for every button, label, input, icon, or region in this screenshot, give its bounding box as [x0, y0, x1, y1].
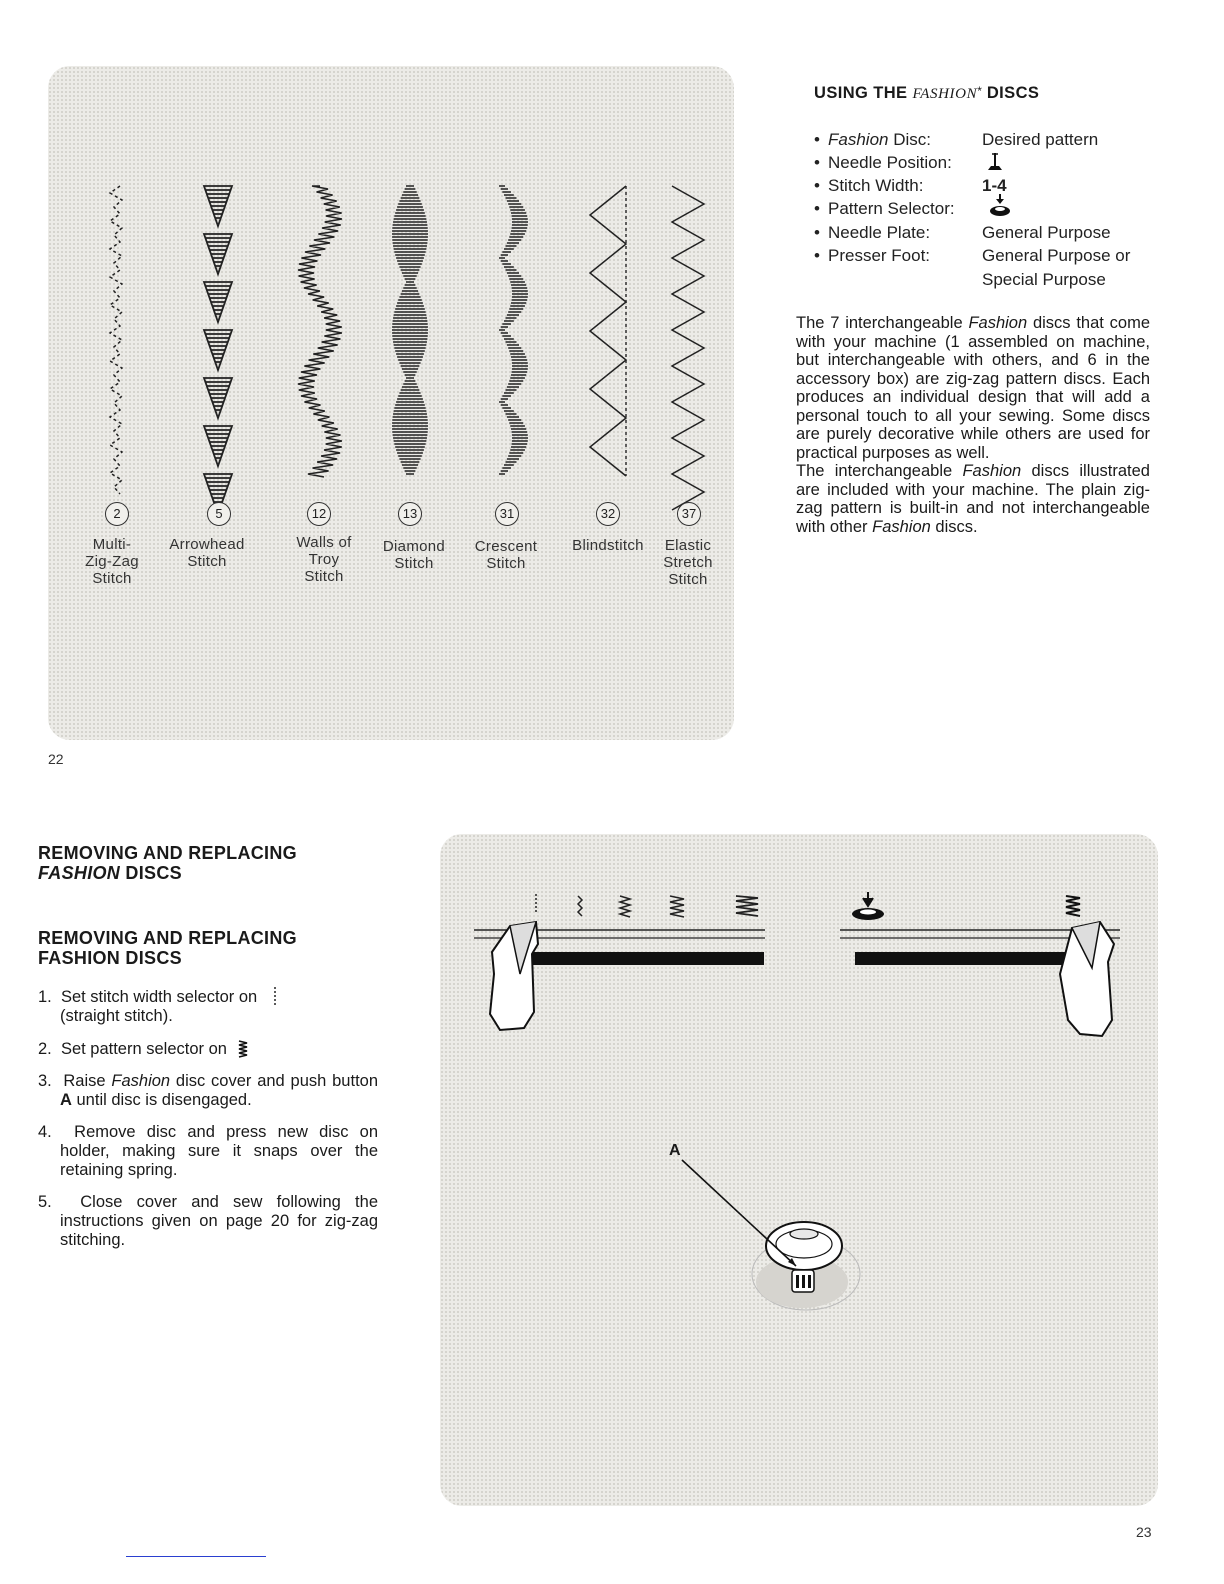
stitch-number-12: 12: [307, 502, 331, 526]
stitch-samples-panel: [48, 66, 734, 740]
stitch-label-multi-zigzag: Multi- Zig-Zag Stitch: [85, 536, 139, 587]
disc-removal-illustration: [440, 834, 1158, 1506]
page-number-left: 22: [48, 751, 64, 767]
stitch-label-diamond: Diamond Stitch: [382, 538, 446, 572]
spec-label-stitch-width: Stitch Width:: [828, 176, 924, 195]
stitch-pattern-walls: [298, 186, 342, 477]
spec-value-stitch-width: 1-4: [982, 176, 1007, 195]
stitch-number-2: 2: [105, 502, 129, 526]
spec-value-presser-foot: General Purpose or: [982, 246, 1131, 265]
footer-rule: [126, 1556, 266, 1557]
spec-bullet: •: [814, 223, 820, 242]
spec-bullet: •: [814, 130, 820, 149]
page-number-right: 23: [1136, 1524, 1152, 1540]
straight-stitch-icon: [270, 986, 280, 1006]
machine-drawing: [440, 834, 1158, 1506]
pattern-icon: [236, 1039, 250, 1059]
spec-label-pattern-selector: Pattern Selector:: [828, 199, 955, 218]
stitch-label-crescent: Crescent Stitch: [474, 538, 538, 572]
step-1: 1. Set stitch width selector on (straight stitch).: [38, 986, 378, 1026]
spec-label-needle-position: Needle Position:: [828, 153, 952, 172]
step-4: 4. Remove disc and press new disc on holder, making sure it snaps over the retaining spring.: [38, 1123, 378, 1179]
needle-position-icon: [986, 151, 1004, 173]
stitch-number-5: 5: [207, 502, 231, 526]
stitch-pattern-arrowhead: [204, 186, 232, 514]
intro-para-1: The 7 interchangeable Fashion discs that come with your machine (1 assembled on machine, but interchangeable with others, and 6 in the accessory box) are zig-zag pattern discs. Each produces an individual design that will add a personal touch to all your sewing. Some discs are purely decorative while others are used for practical purposes as well.: [796, 314, 1150, 462]
stitch-pattern-elastic: [672, 186, 704, 510]
spec-bullet: •: [814, 199, 820, 218]
spec-value-needle-plate: General Purpose: [982, 223, 1111, 242]
stitch-number-37: 37: [677, 502, 701, 526]
pattern-selector-graphic: [840, 892, 1120, 1036]
callout-label-a: A: [669, 1142, 681, 1159]
removing-title-1: REMOVING AND REPLACING FASHION DISCS: [38, 843, 297, 883]
stitch-number-31: 31: [495, 502, 519, 526]
stitch-number-32: 32: [596, 502, 620, 526]
spec-label-needle-plate: Needle Plate:: [828, 223, 931, 242]
stitch-pattern-multi-zigzag: [110, 186, 122, 494]
spec-value-presser-foot-2: Special Purpose: [982, 270, 1106, 289]
spec-bullet: •: [814, 246, 820, 265]
stitch-pattern-crescent: [499, 186, 528, 474]
fashion-disc-graphic: [682, 1160, 860, 1310]
stitch-pattern-blind: [590, 186, 626, 476]
using-heading-brand: FASHION: [912, 86, 978, 102]
intro-paragraph: [796, 314, 1150, 536]
spec-bullet: •: [814, 176, 820, 195]
using-heading: [814, 84, 1039, 103]
stitch-width-selector-graphic: [474, 894, 765, 1030]
spec-label-presser-foot: Presser Foot:: [828, 246, 931, 265]
stitch-patterns-illustration: [48, 66, 734, 740]
using-heading-suffix: DISCS: [981, 84, 1040, 102]
stitch-pattern-diamond: [392, 186, 428, 474]
spec-bullet: •: [814, 153, 820, 172]
stitch-label-elastic-stretch: Elastic Stretch Stitch: [663, 537, 713, 588]
spec-label-fashion-disc: Fashion Disc:: [828, 130, 931, 149]
stitch-number-13: 13: [398, 502, 422, 526]
spec-value-fashion-disc: Desired pattern: [982, 130, 1099, 149]
step-5: 5. Close cover and sew following the instructions given on page 20 for zig-zag stitching.: [38, 1193, 378, 1249]
step-2: 2. Set pattern selector on: [38, 1039, 378, 1059]
stitch-label-blindstitch: Blindstitch: [572, 537, 644, 554]
stitch-label-arrowhead: Arrowhead Stitch: [169, 536, 245, 570]
stitch-label-walls-of-troy: Walls of Troy Stitch: [296, 534, 352, 585]
removing-title-2: REMOVING AND REPLACING FASHION DISCS: [38, 928, 297, 968]
using-heading-mark: *: [977, 84, 982, 98]
using-heading-prefix: USING THE: [814, 84, 913, 102]
intro-para-2: The interchangeable Fashion discs illustrated are included with your machine. The plain zig-zag pattern is built-in and not interchangeable with other Fashion discs.: [796, 462, 1150, 536]
removing-steps-list: [38, 986, 378, 1263]
step-3: 3. Raise Fashion disc cover and push button A until disc is disengaged.: [38, 1072, 379, 1109]
pattern-selector-icon: [988, 193, 1012, 219]
